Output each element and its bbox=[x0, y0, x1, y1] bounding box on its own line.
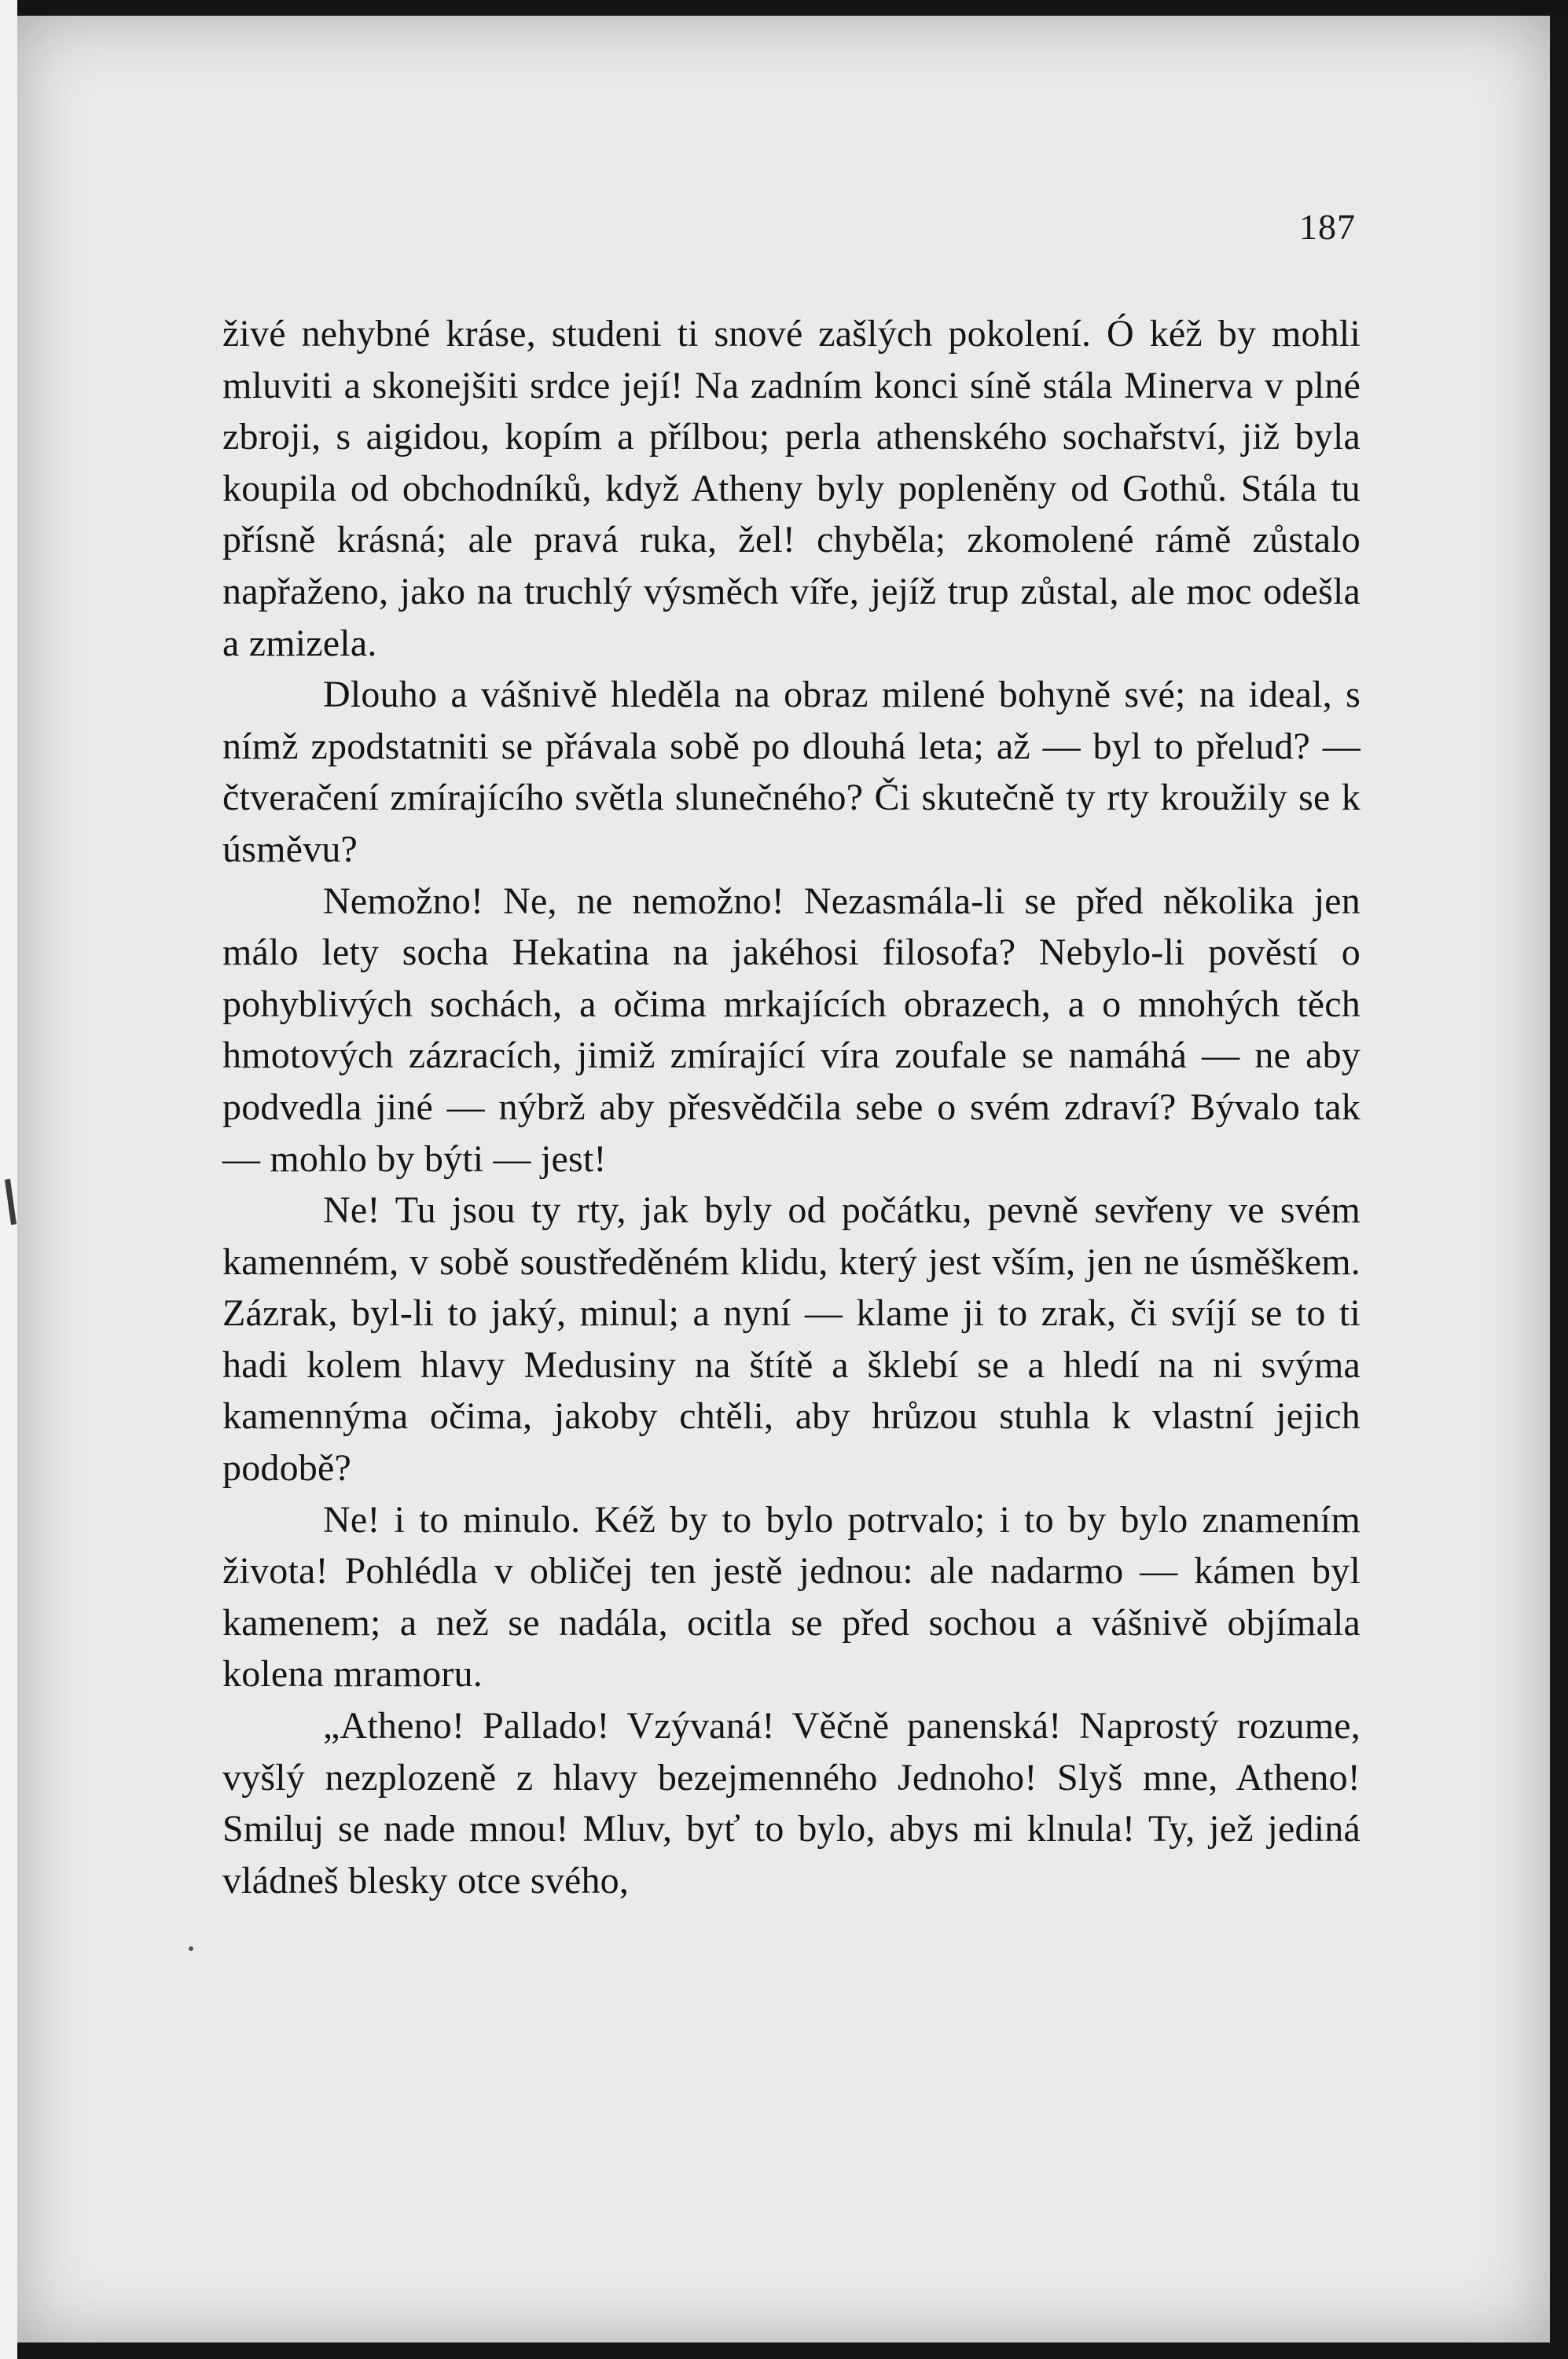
paragraph-3: Nemožno! Ne, ne nemožno! Nezasmála-li se před několika jen málo lety socha Hekatina na jakéhosi filosofa? Nebylo-li pověstí o pohyblivých sochách, a očima mrkajících obrazech, a o mnohých těch hmotových zázracích, jimiž zmírající víra zoufale se namáhá — ne aby podvedla jiné — nýbrž aby přesvědčila sebe o svém zdraví? Bývalo tak — mohlo by býti — jest! bbox=[222, 880, 1361, 1180]
paragraph-1: živé nehybné kráse, studeni ti snové zašlých pokolení. Ó kéž by mohli mluviti a skonejšiti srdce její! Na zadním konci síně stála Minerva v plné zbroji, s aigidou, kopím a přílbou; perla athenského sochařství, již byla koupila od obchodníků, když Atheny byly popleněny od Gothů. Stála tu přísně krásná; ale pravá ruka, žel! chyběla; zkomolené rámě zůstalo napřaženo, jako na truchlý výsměch víře, jejíž trup zůstal, ale moc odešla a zmizela. bbox=[222, 313, 1361, 664]
scan-top-border bbox=[0, 0, 1568, 16]
paragraph-2: Dlouho a vášnivě hleděla na obraz milené bohyně své; na ideal, s nímž zpodstatniti se přávala sobě po dlouhá leta; až — byl to přelud? — čtveračení zmírajícího světla slunečného? Či skutečně ty rty kroužily se k úsměvu? bbox=[222, 674, 1361, 870]
body-text bbox=[222, 308, 1361, 1906]
page-number: 187 bbox=[1299, 207, 1356, 247]
scan-speck bbox=[189, 1946, 193, 1951]
paragraph-4: Ne! Tu jsou ty rty, jak byly od počátku, pevně sevřeny ve svém kamenném, v sobě soustředěném klidu, který jest vším, jen ne úsměškem. Zázrak, byl-li to jaký, minul; a nyní — klame ji to zrak, či svíjí se to ti hadi kolem hlavy Medusiny na štítě a šklebí se a hledí na ni svýma kamennýma očima, jakoby chtěli, aby hrůzou stuhla k vlastní jejich podobě? bbox=[222, 1189, 1361, 1490]
paragraph-5: Ne! i to minulo. Kéž by to bylo potrvalo; i to by bylo znamením života! Pohlédla v obličej ten jestě jednou: ale nadarmo — kámen byl kamenem; a než se nadála, ocitla se před sochou a vášnivě objímala kolena mramoru. bbox=[222, 1498, 1361, 1696]
paragraph-6: „Atheno! Pallado! Vzývaná! Věčně panenská! Naprostý rozume, vyšlý nezplozeně z hlavy bezejmenného Jednoho! Slyš mne, Atheno! Smiluj se nade mnou! Mluv, byť to bylo, abys mi klnula! Ty, jež jediná vládneš blesky otce svého, bbox=[222, 1705, 1361, 1902]
